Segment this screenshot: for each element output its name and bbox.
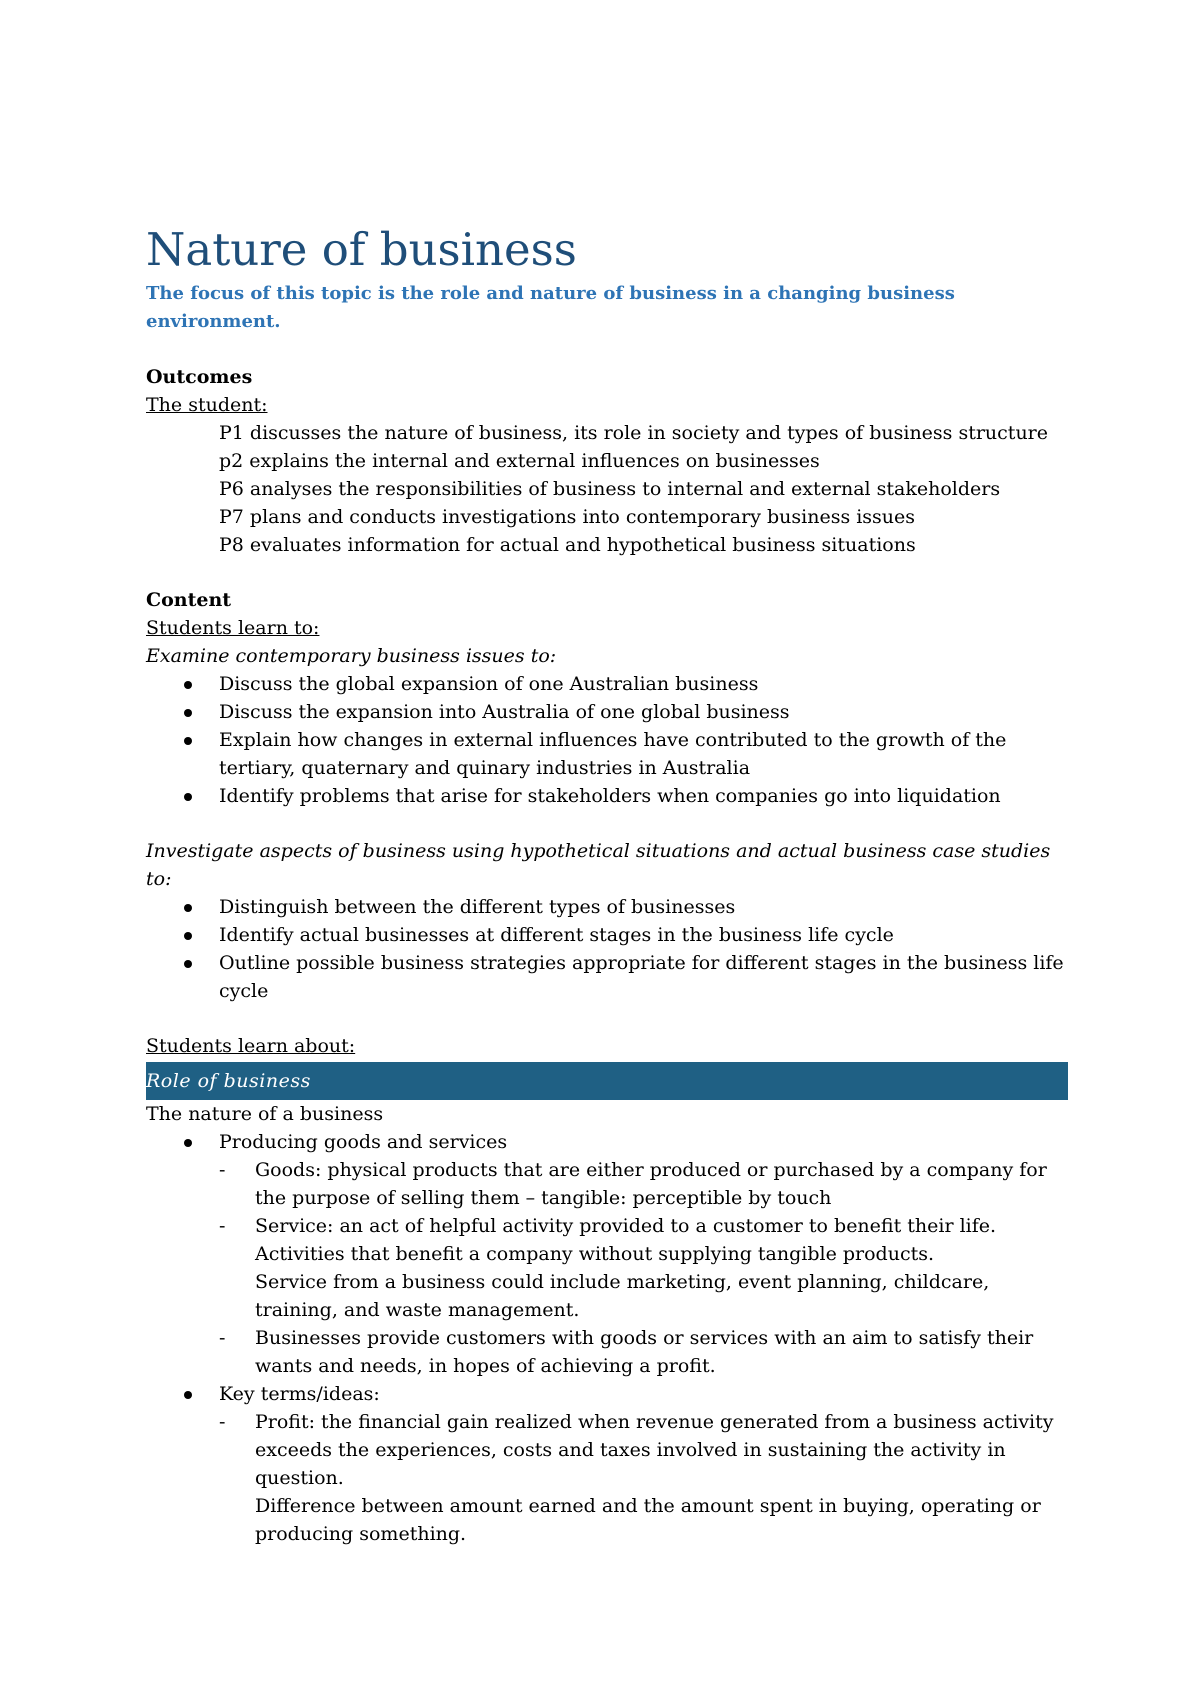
document-title: Nature of business [146,223,577,276]
bullet-icon [184,960,192,968]
sublist-item [219,1408,1068,1548]
learn-to-label: Students learn to: [146,617,320,639]
list-item [146,726,1068,782]
list-item [146,1128,1068,1380]
dash-marker: - [219,1411,226,1433]
list-item-text: Identify actual businesses at different stages in the business life cycle [219,924,894,946]
sublist-item-text: Service: an act of helpful activity provided to a customer to benefit their life. [255,1215,997,1237]
examine-heading: Examine contemporary business issues to: [146,645,557,667]
sublist-item-text: Businesses provide customers with goods or services with an aim to satisfy their wants and needs, in hopes of achieving a profit. [255,1327,1034,1377]
investigate-list [146,893,1068,1005]
bullet-icon [184,793,192,801]
list-item-text: Producing goods and services [219,1131,508,1153]
nature-heading: The nature of a business [146,1103,384,1125]
list-item-text: Outline possible business strategies appropriate for different stages in the business life cycle [219,952,1064,1002]
list-item-text: Discuss the expansion into Australia of one global business [219,701,790,723]
bullet-icon [184,737,192,745]
examine-list [146,670,1068,810]
learn-about-label: Students learn about: [146,1035,356,1057]
producing-sublist [219,1156,1068,1380]
investigate-heading: Investigate aspects of business using hypothetical situations and actual business case studies to: [146,840,1051,890]
dash-marker: - [219,1215,226,1237]
list-item [146,893,1068,921]
outcomes-heading: Outcomes [146,366,253,388]
sublist-item-text: Goods: physical products that are either produced or purchased by a company for the purpose of selling them – tangible: perceptible by touch [255,1159,1047,1209]
dash-marker: - [219,1159,226,1181]
section-band-label: Role of business [146,1070,311,1092]
outcome-item: P8 evaluates information for actual and hypothetical business situations [219,534,916,556]
outcomes-intro: The student: [146,394,268,416]
list-item [146,949,1068,1005]
outcomes-list [146,419,1068,559]
sublist-item-extra: Activities that benefit a company without supplying tangible products. [255,1243,935,1265]
list-item [146,921,1068,949]
sublist-item-extra: Difference between amount earned and the amount spent in buying, operating or producing something. [255,1495,1041,1545]
nature-list [146,1128,1068,1548]
list-item [146,782,1068,810]
sublist-item [219,1156,1068,1212]
sublist-item [219,1324,1068,1380]
outcome-item: P1 discusses the nature of business, its role in society and types of business structure [219,422,1049,444]
bullet-icon [184,1391,192,1399]
outcome-item: P6 analyses the responsibilities of business to internal and external stakeholders [219,478,1001,500]
list-item [146,670,1068,698]
list-item-text: Identify problems that arise for stakeholders when companies go into liquidation [219,785,1001,807]
section-band [146,1062,1068,1100]
outcome-item: P7 plans and conducts investigations into contemporary business issues [219,506,916,528]
key-terms-sublist [219,1408,1068,1548]
list-item [146,1380,1068,1548]
list-item-text: Explain how changes in external influences have contributed to the growth of the tertiary, quaternary and quinary industries in Australia [219,729,1007,779]
document-page [146,222,1068,1548]
outcome-item: p2 explains the internal and external influences on businesses [219,450,820,472]
list-item-text: Key terms/ideas: [219,1383,380,1405]
list-item-text: Discuss the global expansion of one Australian business [219,673,759,695]
document-subtitle: The focus of this topic is the role and nature of business in a changing business environment. [146,283,955,332]
sublist-item-text: Profit: the financial gain realized when revenue generated from a business activity exceeds the experiences, costs and taxes involved in sustaining the activity in question. [255,1411,1054,1489]
bullet-icon [184,709,192,717]
list-item-text: Distinguish between the different types of businesses [219,896,736,918]
bullet-icon [184,904,192,912]
bullet-icon [184,932,192,940]
list-item [146,698,1068,726]
sublist-item-extra: Service from a business could include marketing, event planning, childcare, training, and waste management. [255,1271,990,1321]
content-heading: Content [146,589,232,611]
sublist-item [219,1212,1068,1324]
dash-marker: - [219,1327,226,1349]
bullet-icon [184,681,192,689]
bullet-icon [184,1139,192,1147]
